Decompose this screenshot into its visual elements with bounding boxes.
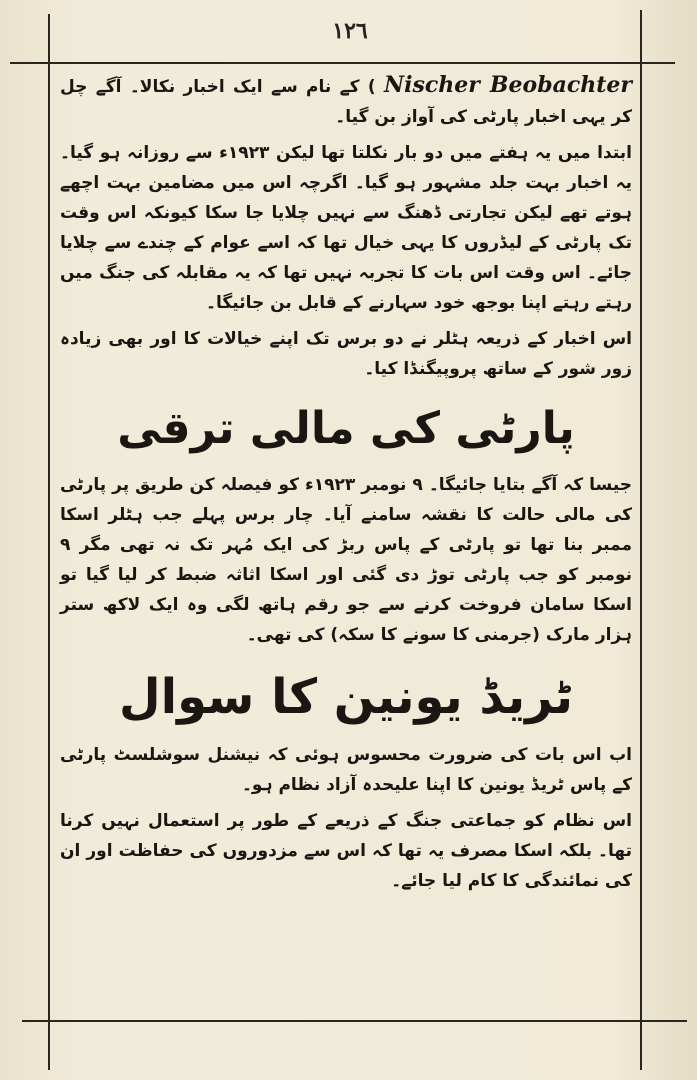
right-margin-rule [640,10,642,1070]
paragraph: اس نظام کو جماعتی جنگ کے ذریعے کے طور پر استعمال نہیں کرنا تھا۔ بلکہ اسکا مصرف یہ تھا کہ اس سے مزدوروں کی حفاظت اور ان کی نمائندگی کا کام لیا جائے۔ [60,811,632,891]
page-number: ١٢٦ [332,18,368,44]
top-rule [10,62,675,64]
paragraph: اس اخبار کے ذریعہ ہٹلر نے دو برس تک اپنے خیالات کا اور بھی زیادہ زور شور کے ساتھ پروپیگنڈا کیا۔ [60,329,632,379]
bottom-rule [22,1020,687,1022]
section-heading: ٹریڈ یونین کا سوال [118,669,574,725]
paragraph [60,70,632,132]
paragraph: جیسا کہ آگے بتایا جائیگا۔ ۹ نومبر ۱۹۲۳ء کو فیصلہ کن طریق پر پارٹی کی مالی حالت کا نقشہ سامنے آیا۔ چار برس پہلے جب ہٹلر اسکا ممبر بنا تھا تو پارٹی کے پاس ربڑ کی ایک مُہر تک نہ تھی مگر ۹ نومبر کو جب پارٹی توڑ دی گئی اور اسکا اثاثہ ضبط کر لیا گیا تو اسکا سامان فروخت کرنے سے جو رقم ہاتھ لگی وہ ایک لاکھ ستر ہزار مارک (جرمنی کا سونے کا سکہ) کی تھی۔ [60,475,633,645]
page-body [60,70,632,1000]
left-margin-rule [48,14,50,1070]
paragraph-text: ) کے نام سے ایک اخبار نکالا۔ آگے چل کر یہی اخبار پارٹی کی آواز بن گیا۔ [60,77,632,127]
foreign-title: Nischer Beobachter [384,72,632,98]
paragraph: اب اس بات کی ضرورت محسوس ہوئی کہ نیشنل سوشلسٹ پارٹی کے پاس ٹریڈ یونین کا اپنا علیحدہ آزاد نظام ہو۔ [60,745,632,795]
section-heading: پارٹی کی مالی ترقی [117,403,575,454]
paragraph: ابتدا میں یہ ہفتے میں دو بار نکلتا تھا لیکن ۱۹۲۳ء سے روزانہ ہو گیا۔ یہ اخبار بہت جلد مشہور ہو گیا۔ اگرچہ اس میں مضامین بہت اچھے ہوتے تھے لیکن تجارتی ڈھنگ سے نہیں چلایا جا سکا کیونکہ اس وقت تک پارٹی کے لیڈروں کا یہی خیال تھا کہ اسے عوام کے چندے سے چلایا جائے۔ اس وقت اس بات کا تجربہ نہیں تھا کہ یہ مقابلہ کی جنگ میں رہتے رہتے اپنا بوجھ خود سہارنے کے قابل بن جائیگا۔ [60,143,632,313]
